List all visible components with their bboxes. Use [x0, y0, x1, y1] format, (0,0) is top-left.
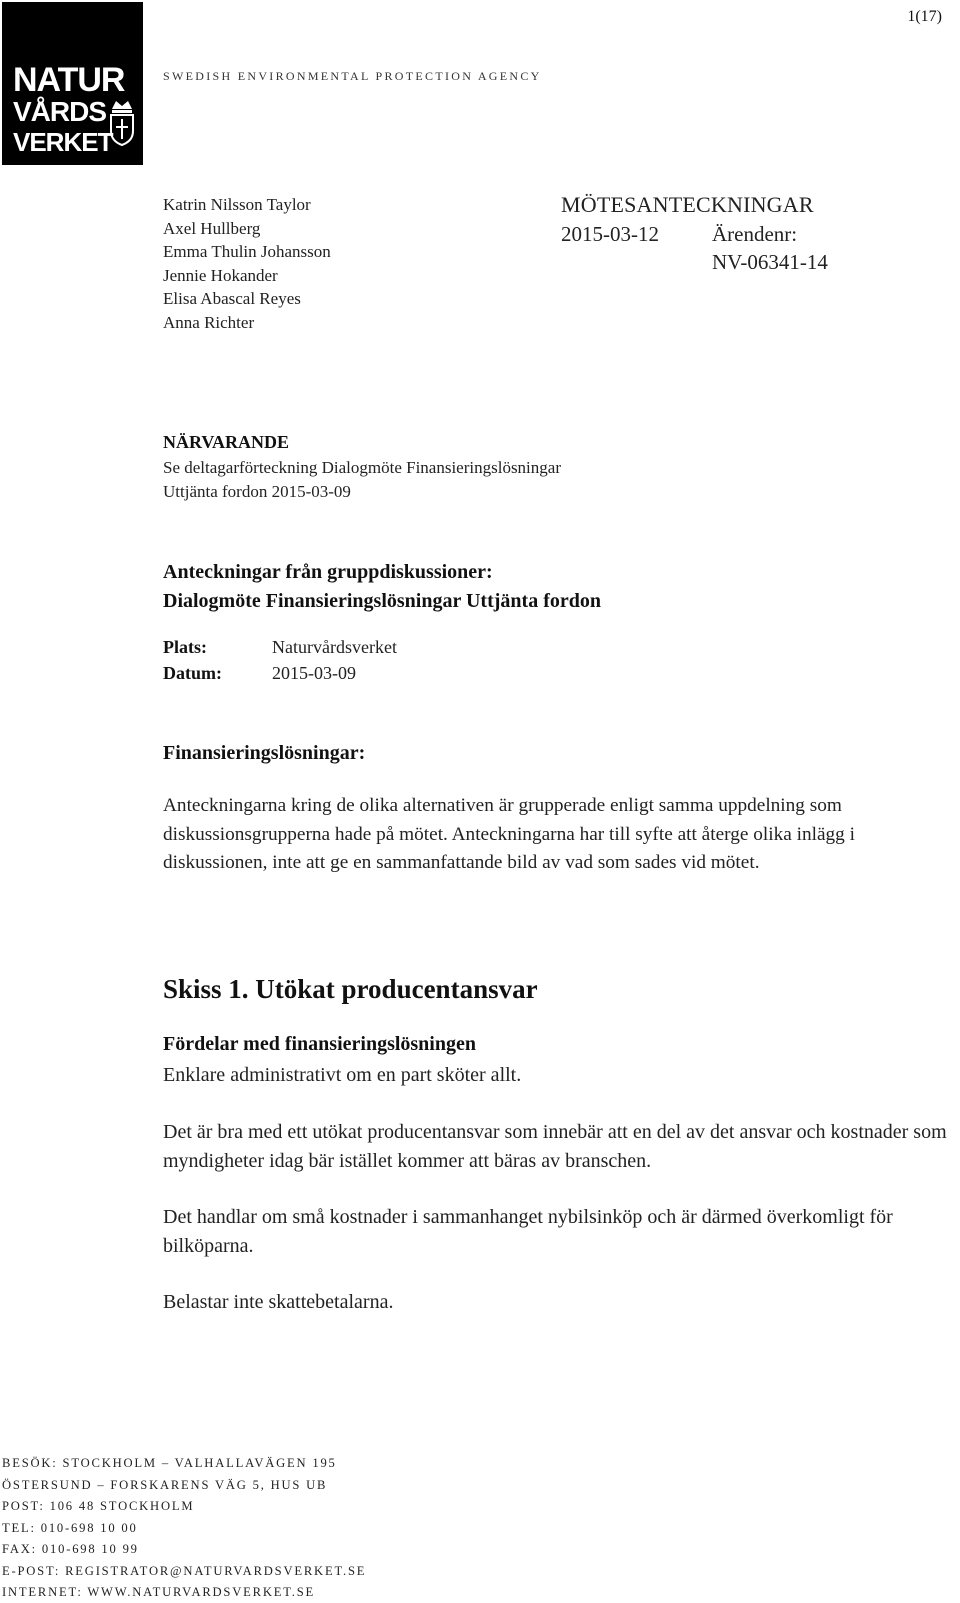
footer-tel: TEL: 010-698 10 00	[2, 1521, 138, 1535]
advantages-heading: Fördelar med finansieringslösningen	[163, 1033, 476, 1055]
recipient-list	[163, 193, 331, 334]
date-label: Datum:	[163, 663, 222, 683]
agency-logo	[2, 2, 143, 165]
footer-fax: FAX: 010-698 10 99	[2, 1542, 139, 1556]
logo-line-2: VÅRDS	[13, 96, 107, 127]
place-label: Plats:	[163, 637, 207, 657]
sketch-heading: Skiss 1. Utökat producentansvar	[163, 974, 538, 1004]
logo-line-3: VERKET	[13, 127, 113, 157]
document-title: MÖTESANTECKNINGAR	[561, 192, 814, 217]
case-number: NV-06341-14	[712, 250, 828, 274]
attendees-text: Se deltagarförteckning Dialogmöte Finansieringslösningar Uttjänta fordon 2015-03-09	[163, 458, 561, 501]
recipient-name: Anna Richter	[163, 312, 255, 332]
recipient-name: Jennie Hokander	[163, 265, 278, 285]
crowned-shield-emblem-icon	[107, 99, 137, 147]
footer-visit-stockholm: BESÖK: STOCKHOLM – VALHALLAVÄGEN 195	[2, 1456, 337, 1470]
footer-internet: INTERNET: WWW.NATURVARDSVERKET.SE	[2, 1585, 316, 1599]
footer-visit-ostersund: ÖSTERSUND – FORSKARENS VÄG 5, HUS UB	[2, 1478, 328, 1492]
case-label: Ärendenr:	[712, 222, 798, 246]
notes-heading-line-1: Anteckningar från gruppdiskussioner:	[163, 561, 493, 583]
advantage-paragraph-1: Enklare administrativt om en part sköter allt.	[163, 1064, 522, 1086]
financing-paragraph: Anteckningarna kring de olika alternativen är grupperade enligt samma uppdelning som diskussionsgrupperna hade på mötet. Anteckningarna har till syfte att återge olika inlägg i diskussionen, inte att ge en sammanfattande bild av vad som sades vid mötet.	[163, 795, 855, 873]
recipient-name: Emma Thulin Johansson	[163, 242, 331, 261]
attendees-heading: NÄRVARANDE	[163, 432, 290, 452]
page-number: 1(17)	[907, 8, 942, 25]
document-date: 2015-03-12	[561, 222, 659, 246]
advantage-paragraph-4: Belastar inte skattebetalarna.	[163, 1291, 394, 1313]
date-value: 2015-03-09	[272, 663, 356, 683]
footer-post: POST: 106 48 STOCKHOLM	[2, 1499, 195, 1513]
advantage-paragraph-2: Det är bra med ett utökat producentansvar som innebär att en del av det ansvar och kostnader som myndigheter idag bär istället kommer att bäras av branschen.	[163, 1121, 947, 1172]
agency-name: SWEDISH ENVIRONMENTAL PROTECTION AGENCY	[163, 69, 542, 83]
notes-heading	[163, 558, 601, 616]
notes-heading-line-2: Dialogmöte Finansieringslösningar Uttjänta fordon	[163, 590, 601, 612]
recipient-name: Axel Hullberg	[163, 218, 261, 238]
place-value: Naturvårdsverket	[272, 637, 397, 657]
recipient-name: Elisa Abascal Reyes	[163, 289, 301, 308]
recipient-name: Katrin Nilsson Taylor	[163, 195, 311, 214]
advantage-paragraph-3: Det handlar om små kostnader i sammanhanget nybilsinköp och är därmed överkomligt för bilköparna.	[163, 1206, 893, 1257]
logo-line-1: NATUR	[13, 61, 125, 99]
financing-heading: Finansieringslösningar:	[163, 742, 366, 764]
footer-email: E-POST: REGISTRATOR@NATURVARDSVERKET.SE	[2, 1564, 367, 1578]
